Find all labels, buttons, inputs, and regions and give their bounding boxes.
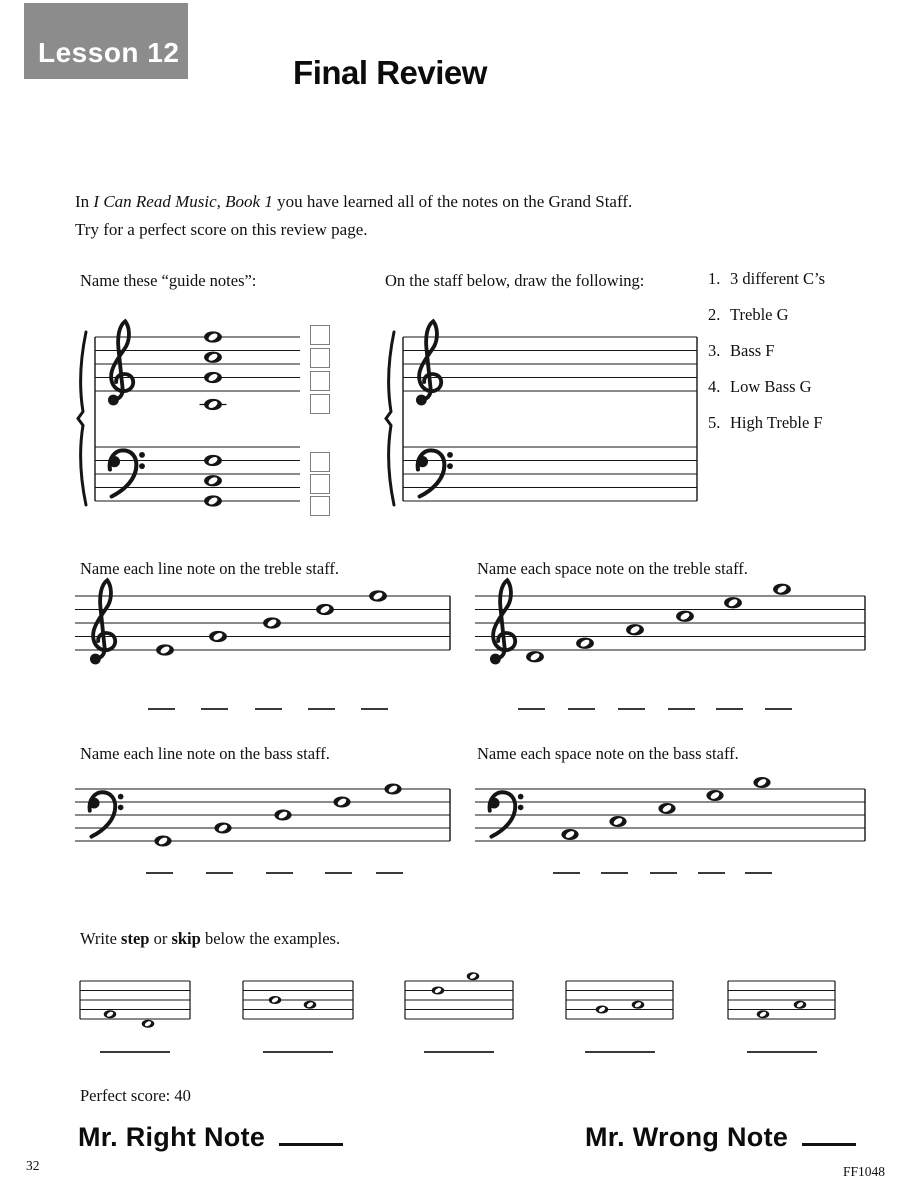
treble-space-notes-staff <box>475 580 865 664</box>
draw-grand-staff[interactable] <box>386 321 697 505</box>
draw-list-item-text: Treble G <box>730 305 789 324</box>
draw-list-item <box>708 268 825 290</box>
step-skip-staff <box>243 981 353 1019</box>
whole-note <box>156 644 174 655</box>
treble-clef <box>108 321 133 405</box>
intro-line2: Try for a perfect score on this review page. <box>75 219 368 239</box>
whole-note <box>204 372 222 383</box>
grand-staff-brace <box>78 332 86 505</box>
note-name-blank[interactable] <box>568 708 595 710</box>
right-note-label: Mr. Right Note <box>78 1122 266 1152</box>
treble-space-notes-label: Name each space note on the treble staff. <box>477 559 748 578</box>
whole-note <box>316 604 334 615</box>
note-name-blank[interactable] <box>148 708 175 710</box>
guide-notes-label: Name these “guide notes”: <box>80 271 257 290</box>
note-name-blank[interactable] <box>553 872 580 874</box>
lesson-label: Lesson 12 <box>38 37 180 68</box>
treble-clef <box>90 580 115 664</box>
grand-staff-brace <box>386 332 394 505</box>
note-name-blank[interactable] <box>266 872 293 874</box>
draw-list-item-text: High Treble F <box>730 413 823 432</box>
guide-note-answer-box[interactable] <box>310 348 330 368</box>
instruction-skip-word: skip <box>171 929 201 948</box>
whole-note <box>204 352 222 363</box>
instruction-middle: or <box>149 929 172 948</box>
guide-notes-grand-staff <box>78 321 300 506</box>
whole-note <box>274 810 291 821</box>
page-title: Final Review <box>293 54 487 91</box>
draw-list-item-number: 1. <box>708 269 721 288</box>
instruction-step-word: step <box>121 929 150 948</box>
whole-note <box>432 987 445 995</box>
note-name-blank[interactable] <box>376 872 403 874</box>
draw-list-item-number: 4. <box>708 377 721 396</box>
step-skip-instruction <box>80 929 340 949</box>
whole-note <box>204 495 222 506</box>
note-name-blank[interactable] <box>361 708 388 710</box>
draw-list-item-text: Bass F <box>730 341 775 360</box>
whole-note <box>724 597 742 608</box>
whole-note <box>333 797 350 808</box>
bass-space-notes-staff <box>475 777 865 841</box>
whole-note <box>142 1020 155 1028</box>
instruction-prefix: Write <box>80 929 122 948</box>
note-name-blank[interactable] <box>650 872 677 874</box>
draw-list-item-text: 3 different C’s <box>730 269 826 288</box>
draw-list-item-number: 3. <box>708 341 721 360</box>
whole-note <box>384 784 401 795</box>
whole-note <box>658 803 675 814</box>
whole-note <box>794 1001 807 1009</box>
wrong-note-label: Mr. Wrong Note <box>585 1122 789 1152</box>
step-skip-blank[interactable] <box>585 1051 655 1053</box>
page-number: 32 <box>26 1158 40 1173</box>
whole-note <box>609 816 626 827</box>
step-skip-staff <box>405 972 513 1019</box>
guide-note-answer-box[interactable] <box>310 452 330 472</box>
whole-note <box>773 584 791 595</box>
whole-note <box>209 631 227 642</box>
whole-note <box>369 590 387 601</box>
plate-number: FF1048 <box>843 1164 886 1179</box>
note-name-blank[interactable] <box>206 872 233 874</box>
bass-line-notes-staff <box>75 784 450 847</box>
perfect-score-label: Perfect score: 40 <box>80 1086 191 1105</box>
draw-list-item <box>708 340 825 362</box>
whole-note <box>561 829 578 840</box>
guide-note-answer-box[interactable] <box>310 474 330 494</box>
whole-note <box>204 475 222 486</box>
step-skip-blank[interactable] <box>747 1051 817 1053</box>
wrong-note-blank[interactable] <box>802 1143 856 1146</box>
whole-note <box>204 455 222 466</box>
whole-note <box>632 1001 645 1009</box>
note-name-blank[interactable] <box>308 708 335 710</box>
note-name-blank[interactable] <box>255 708 282 710</box>
note-name-blank[interactable] <box>745 872 772 874</box>
draw-list-item-number: 5. <box>708 413 721 432</box>
bass-line-notes-label: Name each line note on the bass staff. <box>80 744 330 763</box>
note-name-blank[interactable] <box>601 872 628 874</box>
whole-note <box>269 996 282 1004</box>
whole-note <box>526 651 544 662</box>
intro-text-after: you have learned all of the notes on the Grand Staff. <box>272 192 633 211</box>
wrong-note-row <box>585 1122 856 1153</box>
note-name-blank[interactable] <box>668 708 695 710</box>
note-name-blank[interactable] <box>698 872 725 874</box>
whole-note <box>576 638 594 649</box>
whole-note <box>753 777 770 788</box>
draw-list-item <box>708 376 825 398</box>
note-name-blank[interactable] <box>765 708 792 710</box>
bass-space-notes-label: Name each space note on the bass staff. <box>477 744 739 763</box>
note-name-blank[interactable] <box>716 708 743 710</box>
whole-note <box>626 624 644 635</box>
note-name-blank[interactable] <box>518 708 545 710</box>
treble-clef <box>490 580 515 664</box>
whole-note <box>676 611 694 622</box>
draw-list-item <box>708 412 825 434</box>
whole-note <box>104 1010 117 1018</box>
note-name-blank[interactable] <box>201 708 228 710</box>
whole-note <box>596 1006 609 1014</box>
step-skip-blank[interactable] <box>263 1051 333 1053</box>
whole-note <box>757 1010 770 1018</box>
treble-clef <box>416 321 441 405</box>
draw-list <box>708 268 825 448</box>
draw-exercise-label: On the staff below, draw the following: <box>385 271 645 290</box>
whole-note <box>214 823 231 834</box>
bass-clef <box>109 450 145 496</box>
step-skip-staff <box>80 981 190 1028</box>
right-note-row <box>78 1122 343 1153</box>
book-title: I Can Read Music, Book 1 <box>93 192 273 211</box>
note-name-blank[interactable] <box>146 872 173 874</box>
whole-note <box>706 790 723 801</box>
bass-clef <box>417 450 453 496</box>
step-skip-blank[interactable] <box>100 1051 170 1053</box>
draw-list-item-text: Low Bass G <box>730 377 812 396</box>
note-name-blank[interactable] <box>618 708 645 710</box>
whole-note <box>467 972 480 980</box>
right-note-blank[interactable] <box>279 1143 343 1146</box>
whole-note <box>154 836 171 847</box>
draw-list-item <box>708 304 825 326</box>
instruction-suffix: below the examples. <box>200 929 341 948</box>
step-skip-staff <box>566 981 673 1019</box>
intro-text-before: In <box>75 192 94 211</box>
treble-line-notes-label: Name each line note on the treble staff. <box>80 559 340 578</box>
whole-note <box>263 617 281 628</box>
whole-note <box>204 331 222 342</box>
whole-note <box>304 1001 317 1009</box>
step-skip-blank[interactable] <box>424 1051 494 1053</box>
step-skip-staff <box>728 981 835 1019</box>
intro-paragraph <box>75 188 815 243</box>
note-name-blank[interactable] <box>325 872 352 874</box>
guide-note-answer-box[interactable] <box>310 496 330 516</box>
guide-note-answer-box[interactable] <box>310 371 330 391</box>
guide-note-answer-box[interactable] <box>310 325 330 345</box>
whole-note <box>204 399 222 410</box>
guide-note-answer-box[interactable] <box>310 394 330 414</box>
treble-line-notes-staff <box>75 580 450 664</box>
draw-list-item-number: 2. <box>708 305 721 324</box>
